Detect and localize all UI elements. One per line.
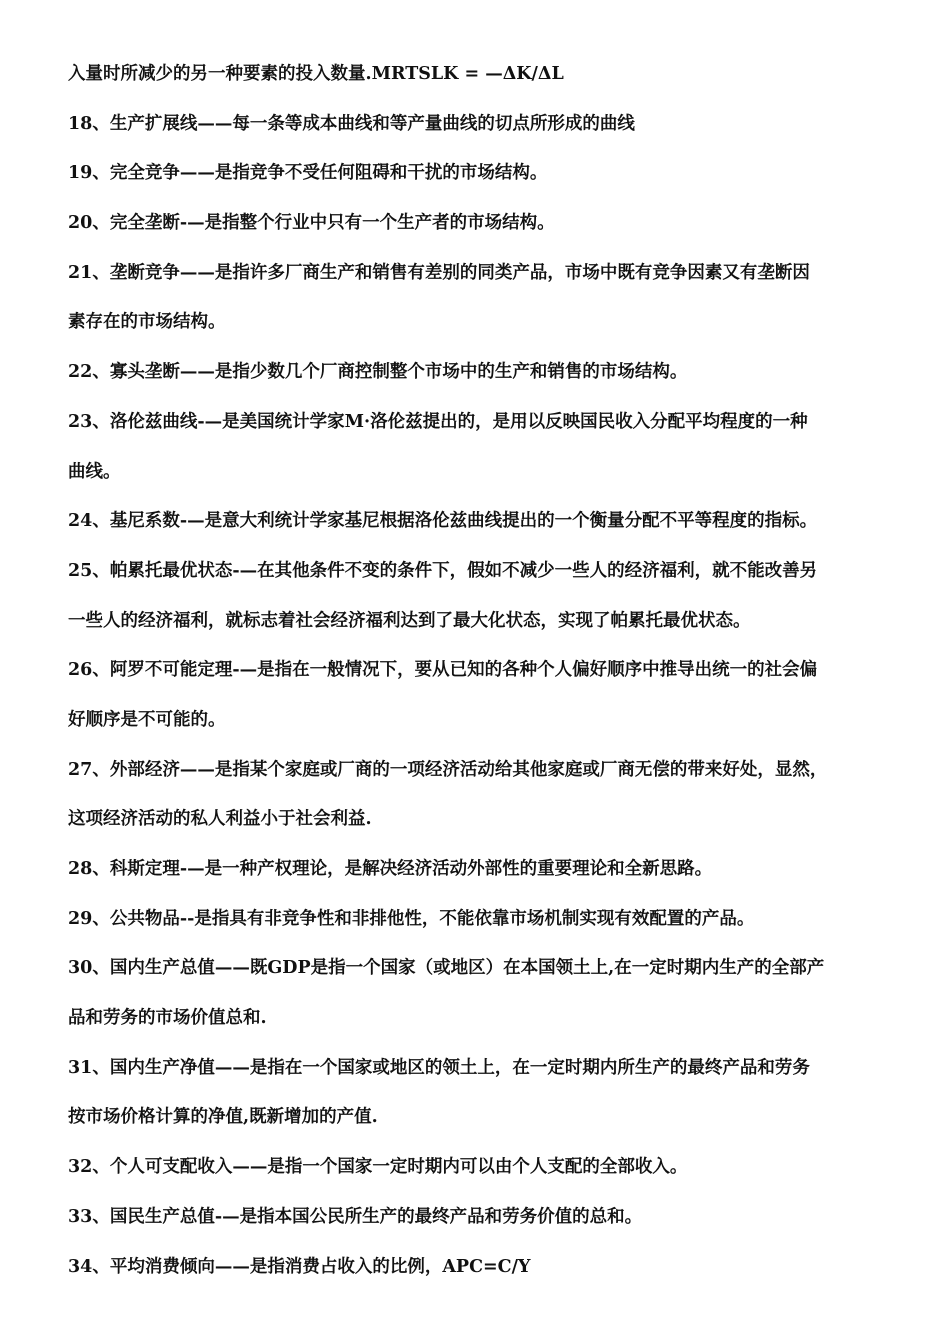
text-line: 22、寡头垄断——是指少数几个厂商控制整个市场中的生产和销售的市场结构。 (68, 362, 688, 383)
text-line: 29、公共物品--是指具有非竞争性和非排他性，不能依靠市场机制实现有效配置的产品。 (68, 908, 755, 929)
text-line: 入量时所减少的另一种要素的投入数量.MRTSLK = —ΔK/ΔL (68, 64, 564, 84)
text-line: 24、基尼系数-—是意大利统计学家基尼根据洛伦兹曲线提出的一个衡量分配不平等程度的指标。 (68, 511, 818, 532)
text-line: 素存在的市场结构。 (68, 312, 226, 333)
text-line: 32、个人可支配收入——是指一个国家一定时期内可以由个人支配的全部收入。 (68, 1157, 688, 1178)
text-line: 品和劳务的市场价值总和. (68, 1008, 267, 1029)
text-line: 23、洛伦兹曲线-—是美国统计学家M·洛伦兹提出的，是用以反映国民收入分配平均程度的一种 (68, 411, 808, 432)
text-line: 26、阿罗不可能定理-—是指在一般情况下，要从已知的各种个人偏好顺序中推导出统一的社会偏 (68, 660, 818, 681)
text-line: 33、国民生产总值-—是指本国公民所生产的最终产品和劳务价值的总和。 (68, 1206, 643, 1227)
text-line: 28、科斯定理-—是一种产权理论，是解决经济活动外部性的重要理论和全新思路。 (68, 859, 713, 879)
text-line: 30、国内生产总值——既GDP是指一个国家（或地区）在本国领土上,在一定时期内生产的全部产 (68, 958, 825, 979)
text-line: 好顺序是不可能的。 (68, 709, 226, 730)
text-line: 20、完全垄断-—是指整个行业中只有一个生产者的市场结构。 (68, 213, 555, 234)
text-line: 25、帕累托最优状态-—在其他条件不变的条件下，假如不减少一些人的经济福利，就不能改善另 (68, 560, 818, 581)
text-line: 18、生产扩展线——每一条等成本曲线和等产量曲线的切点所形成的曲线 (68, 113, 635, 134)
text-line: 按市场价格计算的净值,既新增加的产值. (68, 1107, 378, 1128)
text-line: 这项经济活动的私人利益小于社会利益. (68, 809, 372, 830)
text-line: 31、国内生产净值——是指在一个国家或地区的领土上，在一定时期内所生产的最终产品和劳务 (68, 1057, 810, 1078)
text-line: 曲线。 (68, 461, 121, 482)
text-line: 19、完全竞争——是指竞争不受任何阻碍和干扰的市场结构。 (68, 163, 548, 184)
text-line: 21、垄断竞争——是指许多厂商生产和销售有差别的同类产品，市场中既有竞争因素又有垄断因 (68, 262, 810, 283)
text-line: 34、平均消费倾向——是指消费占收入的比例，APC=C/Y (68, 1256, 531, 1277)
text-line: 一些人的经济福利，就标志着社会经济福利达到了最大化状态，实现了帕累托最优状态。 (68, 610, 751, 631)
text-line: 27、外部经济——是指某个家庭或厂商的一项经济活动给其他家庭或厂商无偿的带来好处，显然， (68, 759, 828, 780)
